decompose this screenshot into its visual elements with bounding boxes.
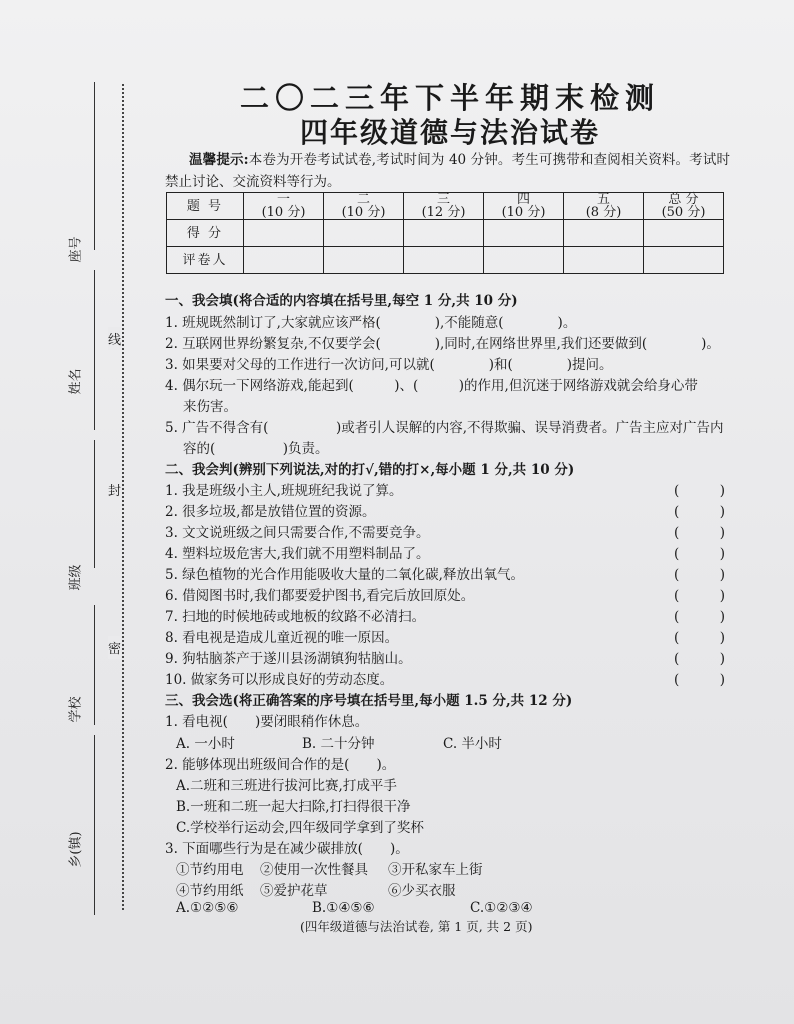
name-label: 姓名	[68, 368, 84, 395]
answer-parentheses[interactable]: ( )	[674, 609, 726, 625]
judge-question-2: 2. 很多垃圾,都是放错位置的资源。	[165, 504, 376, 520]
township-line	[94, 735, 95, 915]
column-header: 三 (12 分)	[404, 193, 484, 220]
exam-title-line1: 二〇二三年下半年期末检测	[239, 81, 660, 115]
choice-option[interactable]: C.①②③④	[470, 900, 533, 916]
score-cell[interactable]	[244, 220, 324, 247]
grader-cell[interactable]	[564, 247, 644, 274]
column-header: 一 (10 分)	[244, 193, 324, 220]
grader-cell[interactable]	[324, 247, 404, 274]
score-cell[interactable]	[404, 220, 484, 247]
name-line	[94, 270, 95, 430]
judge-question-7: 7. 扫地的时候地砖或地板的纹路不必清扫。	[165, 609, 426, 625]
fill-question-1: 1. 班规既然制订了,大家就应该严格( ),不能随意( )。	[165, 315, 577, 331]
tips-text: 本卷为开卷考试试卷,考试时间为 40 分钟。考生可携带和查阅相关资料。考试时禁止讨论、交流资料等行为。	[165, 152, 730, 190]
judge-question-9: 9. 狗牯脑茶产于遂川县汤湖镇狗牯脑山。	[165, 651, 412, 667]
behavior-item: ③开私家车上街	[388, 862, 483, 878]
score-cell[interactable]	[484, 220, 564, 247]
behavior-item: ①节约用电	[176, 862, 244, 878]
column-header: 二 (10 分)	[324, 193, 404, 220]
column-header: 五 (8 分)	[564, 193, 644, 220]
row-label-score: 得 分	[167, 220, 244, 247]
class-line	[94, 440, 95, 568]
township-label: 乡(镇)	[68, 831, 84, 868]
choice-option[interactable]: A.①②⑤⑥	[176, 900, 239, 916]
school-label: 学校	[68, 696, 84, 723]
school-line	[94, 605, 95, 725]
grader-cell[interactable]	[484, 247, 564, 274]
table-row	[167, 247, 724, 274]
seat-number-label: 座号	[68, 236, 84, 263]
judge-question-3: 3. 文文说班级之间只需要合作,不需要竞争。	[165, 525, 430, 541]
section3-heading: 三、我会选(将正确答案的序号填在括号里,每小题 1.5 分,共 12 分)	[165, 693, 573, 709]
choice-option[interactable]: B.①④⑤⑥	[312, 900, 375, 916]
behavior-item: ⑤爱护花草	[260, 883, 328, 899]
table-row	[167, 220, 724, 247]
judge-question-10: 10. 做家务可以形成良好的劳动态度。	[165, 672, 394, 688]
answer-parentheses[interactable]: ( )	[674, 546, 726, 562]
fill-question-5-continued: 容的( )负责。	[183, 441, 329, 457]
grader-cell[interactable]	[244, 247, 324, 274]
fill-question-4: 4. 偶尔玩一下网络游戏,能起到( )、( )的作用,但沉迷于网络游戏就会给身心带	[165, 378, 698, 394]
section1-heading: 一、我会填(将合适的内容填在括号里,每空 1 分,共 10 分)	[165, 293, 518, 309]
column-header: 总 分 (50 分)	[644, 193, 724, 220]
judge-question-8: 8. 看电视是造成儿童近视的唯一原因。	[165, 630, 399, 646]
answer-parentheses[interactable]: ( )	[674, 651, 726, 667]
row-label-question-number: 题 号	[167, 193, 244, 220]
section2-heading: 二、我会判(辨别下列说法,对的打√,错的打×,每小题 1 分,共 10 分)	[165, 462, 575, 478]
choice-option[interactable]: C. 半小时	[443, 736, 502, 752]
seal-char-secret: 密	[108, 636, 121, 659]
answer-parentheses[interactable]: ( )	[674, 567, 726, 583]
answer-parentheses[interactable]: ( )	[674, 630, 726, 646]
choice-option[interactable]: A. 一小时	[176, 736, 235, 752]
score-cell[interactable]	[324, 220, 404, 247]
judge-question-5: 5. 绿色植物的光合作用能吸收大量的二氧化碳,释放出氧气。	[165, 567, 524, 583]
table-row	[167, 193, 724, 220]
fill-question-3: 3. 如果要对父母的工作进行一次访问,可以就( )和( )提问。	[165, 357, 613, 373]
behavior-item: ②使用一次性餐具	[260, 862, 368, 878]
exam-title-line2: 四年级道德与法治试卷	[299, 116, 600, 149]
choice-option[interactable]: A.二班和三班进行拔河比赛,打成平手	[176, 778, 397, 794]
seal-char-line: 线	[108, 327, 121, 350]
grader-cell[interactable]	[404, 247, 484, 274]
judge-question-4: 4. 塑料垃圾危害大,我们就不用塑料制品了。	[165, 546, 430, 562]
row-label-grader: 评卷人	[167, 247, 244, 274]
answer-parentheses[interactable]: ( )	[674, 588, 726, 604]
choice-option[interactable]: B. 二十分钟	[302, 736, 375, 752]
fill-question-2: 2. 互联网世界纷繁复杂,不仅要学会( ),同时,在网络世界里,我们还要做到( )。	[165, 336, 720, 352]
choice-question-3: 3. 下面哪些行为是在减少碳排放( )。	[165, 841, 409, 857]
answer-parentheses[interactable]: ( )	[674, 672, 726, 688]
behavior-item: ④节约用纸	[176, 883, 244, 899]
page-footer: (四年级道德与法治试卷, 第 1 页, 共 2 页)	[300, 919, 533, 934]
seat-number-line	[94, 82, 95, 250]
fill-question-4-continued: 来伤害。	[183, 399, 237, 415]
exam-tips	[165, 149, 730, 193]
choice-option[interactable]: C.学校举行运动会,四年级同学拿到了奖杯	[176, 820, 424, 836]
fill-question-5: 5. 广告不得含有( )或者引人误解的内容,不得欺骗、误导消费者。广告主应对广告内	[165, 420, 724, 436]
score-cell[interactable]	[644, 220, 724, 247]
score-table	[166, 192, 724, 274]
grader-cell[interactable]	[644, 247, 724, 274]
judge-question-6: 6. 借阅图书时,我们都要爱护图书,看完后放回原处。	[165, 588, 475, 604]
answer-parentheses[interactable]: ( )	[674, 504, 726, 520]
column-header: 四 (10 分)	[484, 193, 564, 220]
choice-question-2: 2. 能够体现出班级间合作的是( )。	[165, 757, 396, 773]
judge-question-1: 1. 我是班级小主人,班规班纪我说了算。	[165, 483, 403, 499]
answer-parentheses[interactable]: ( )	[674, 483, 726, 499]
binding-dotted-line	[122, 84, 124, 910]
answer-parentheses[interactable]: ( )	[674, 525, 726, 541]
seal-char-seal: 封	[108, 478, 121, 501]
choice-option[interactable]: B.一班和二班一起大扫除,打扫得很干净	[176, 799, 411, 815]
choice-question-1: 1. 看电视( )要闭眼稍作休息。	[165, 714, 369, 730]
tips-label: 温馨提示:	[189, 152, 249, 168]
class-label: 班级	[68, 564, 84, 591]
score-cell[interactable]	[564, 220, 644, 247]
behavior-item: ⑥少买衣服	[388, 883, 456, 899]
